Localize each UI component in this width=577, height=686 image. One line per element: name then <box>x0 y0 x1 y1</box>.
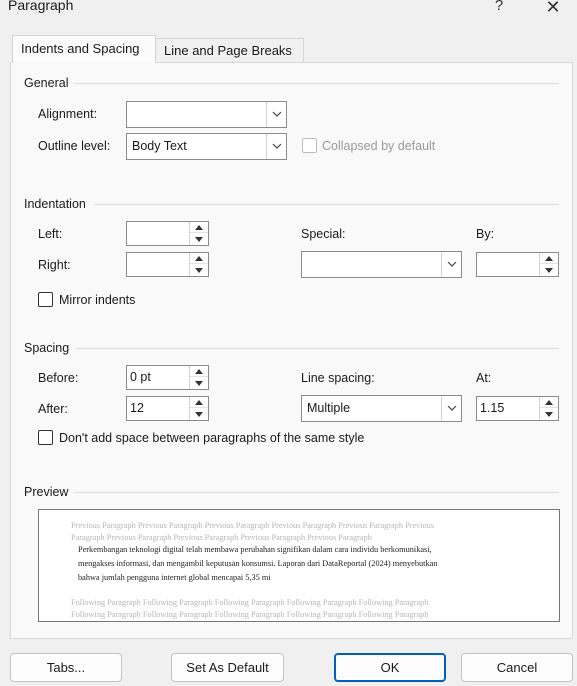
preview-main-line-2: mengakses informasi, dan mengambil keputusan konsumsi. Laporan dari DataReportal (2024) menyebutkan <box>78 559 438 568</box>
close-button[interactable]: ✕ <box>545 0 561 17</box>
before-value: 0 pt <box>130 370 151 384</box>
right-indent-label: Right: <box>38 258 71 272</box>
increment-icon[interactable] <box>540 253 558 264</box>
stepper-buttons <box>189 366 208 389</box>
stepper-buttons <box>189 397 208 420</box>
collapsed-checkbox[interactable] <box>302 138 317 153</box>
at-label: At: <box>476 371 492 385</box>
line-spacing-select[interactable] <box>301 395 462 422</box>
mirror-indents-checkbox[interactable] <box>38 292 53 307</box>
chevron-down-icon <box>266 134 286 159</box>
dont-add-space-checkbox[interactable] <box>38 430 53 445</box>
increment-icon[interactable] <box>190 397 208 408</box>
spacing-divider <box>76 348 559 349</box>
spacing-section-title: Spacing <box>24 341 70 355</box>
tab-indents-and-spacing[interactable] <box>12 35 156 63</box>
stepper-buttons <box>189 253 208 276</box>
after-label: After: <box>38 402 68 416</box>
decrement-icon[interactable] <box>190 234 208 245</box>
indentation-divider <box>94 204 559 205</box>
tab-breaks-label: Line and Page Breaks <box>164 43 292 58</box>
outline-level-value: Body Text <box>132 139 187 153</box>
preview-previous-line-2: Paragraph Previous Paragraph Previous Paragraph Previous Paragraph Previous Paragraph <box>71 533 372 542</box>
by-stepper[interactable] <box>476 252 559 277</box>
tab-indents-label: Indents and Spacing <box>21 41 140 56</box>
cancel-button[interactable]: Cancel <box>461 653 573 682</box>
preview-previous-line-1: Previous Paragraph Previous Paragraph Previous Paragraph Previous Paragraph Previous Paragraph Previous <box>71 521 435 530</box>
indentation-section-title: Indentation <box>24 197 86 211</box>
stepper-buttons <box>189 222 208 245</box>
decrement-icon[interactable] <box>190 265 208 276</box>
left-indent-label: Left: <box>38 227 63 241</box>
after-stepper[interactable] <box>126 396 209 421</box>
preview-section-title: Preview <box>24 485 69 499</box>
preview-following-line-2: Following Paragraph Following Paragraph Following Paragraph Following Paragraph Following Paragraph <box>71 610 429 619</box>
line-spacing-value: Multiple <box>307 401 351 415</box>
increment-icon[interactable] <box>190 366 208 377</box>
right-indent-stepper[interactable] <box>126 252 209 277</box>
alignment-select[interactable] <box>126 101 287 128</box>
chevron-down-icon <box>441 252 461 277</box>
dialog-title: Paragraph <box>8 0 74 13</box>
tabs-button[interactable]: Tabs... <box>10 653 122 682</box>
chevron-down-icon <box>266 102 286 127</box>
stepper-buttons <box>539 397 558 420</box>
at-value: 1.15 <box>480 401 505 415</box>
general-divider <box>74 83 559 84</box>
increment-icon[interactable] <box>540 397 558 408</box>
preview-divider <box>74 492 559 493</box>
outline-level-select[interactable] <box>126 133 287 160</box>
chevron-down-icon <box>441 396 461 421</box>
special-label: Special: <box>301 227 346 241</box>
special-select[interactable] <box>301 251 462 278</box>
preview-main-line-3: bahwa jumlah pengguna internet global mencapai 5,35 mi <box>78 573 271 582</box>
line-spacing-label: Line spacing: <box>301 371 375 385</box>
by-label: By: <box>476 227 495 241</box>
left-indent-stepper[interactable] <box>126 221 209 246</box>
general-section-title: General <box>24 76 69 90</box>
alignment-label: Alignment: <box>38 107 98 121</box>
dont-add-space-label: Don't add space between paragraphs of the same style <box>59 431 365 445</box>
decrement-icon[interactable] <box>190 378 208 389</box>
collapsed-label: Collapsed by default <box>322 139 436 153</box>
preview-box <box>38 509 560 622</box>
decrement-icon[interactable] <box>540 265 558 276</box>
help-button[interactable]: ? <box>494 0 504 14</box>
increment-icon[interactable] <box>190 253 208 264</box>
at-stepper[interactable] <box>476 396 559 421</box>
decrement-icon[interactable] <box>540 409 558 420</box>
stepper-buttons <box>539 253 558 276</box>
preview-main-line-1: Perkembangan teknologi digital telah membawa perubahan signifikan dalam cara individu berkomunikasi, <box>78 545 432 554</box>
after-value: 12 <box>130 401 144 415</box>
mirror-indents-label: Mirror indents <box>59 293 136 307</box>
decrement-icon[interactable] <box>190 409 208 420</box>
before-stepper[interactable] <box>126 365 209 390</box>
set-as-default-button[interactable]: Set As Default <box>171 653 284 682</box>
ok-button[interactable]: OK <box>334 653 446 682</box>
outline-level-label: Outline level: <box>38 139 111 153</box>
before-label: Before: <box>38 371 79 385</box>
increment-icon[interactable] <box>190 222 208 233</box>
preview-following-line-1: Following Paragraph Following Paragraph Following Paragraph Following Paragraph Following Paragraph <box>71 598 429 607</box>
tab-line-and-page-breaks[interactable] <box>156 38 304 63</box>
